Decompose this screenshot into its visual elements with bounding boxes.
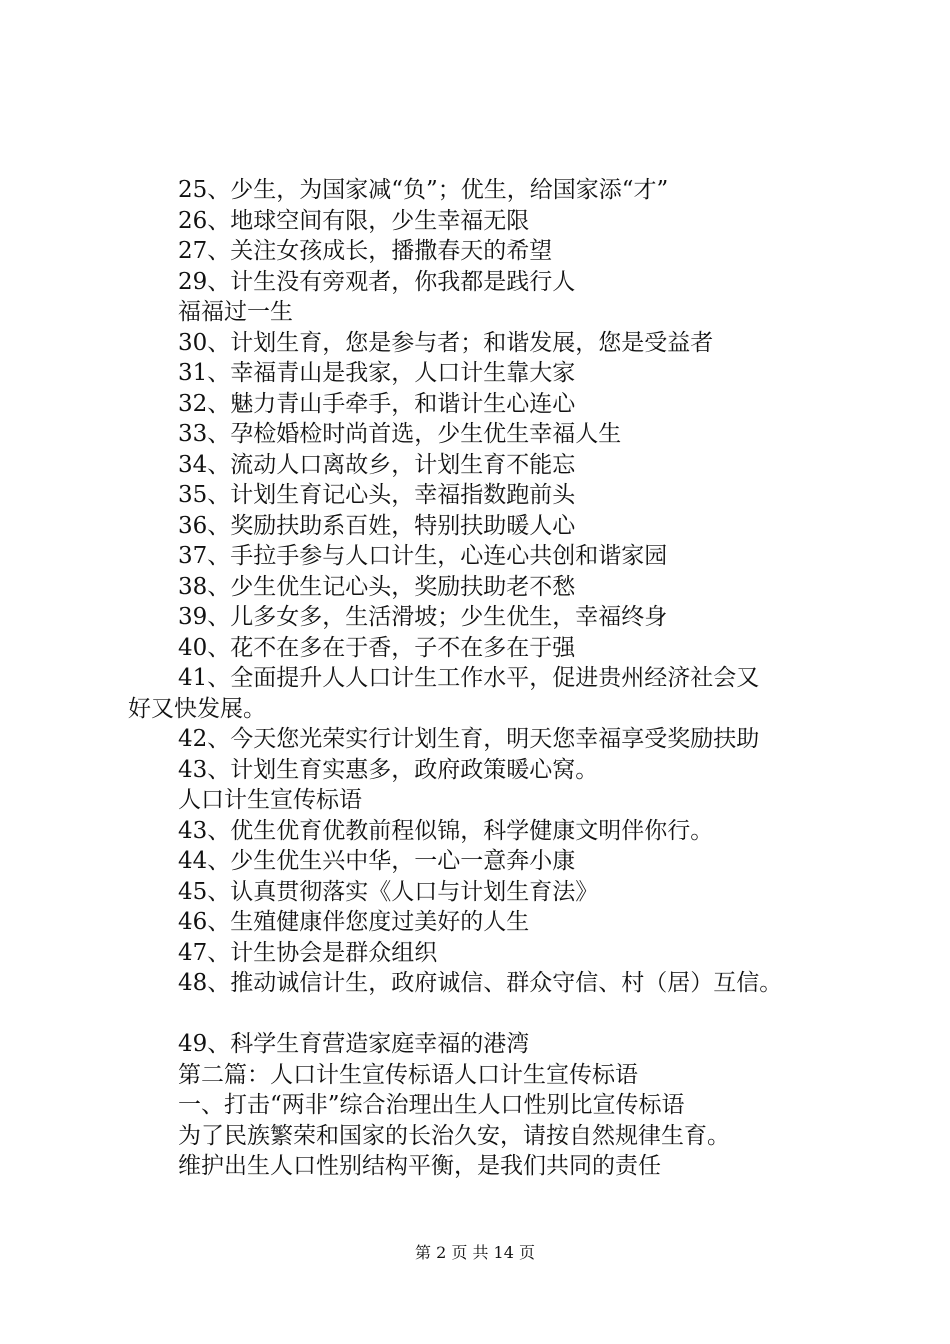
text-line: 41、全面提升人人口计生工作水平，促进贵州经济社会又 — [178, 665, 760, 691]
text-line: 为了民族繁荣和国家的长治久安，请按自然规律生育。 — [178, 1122, 730, 1149]
text-line: 40、花不在多在于香，子不在多在于强 — [178, 634, 576, 661]
text-line: 36、奖励扶助系百姓，特别扶助暖人心 — [178, 512, 576, 539]
text-line: 47、计生协会是群众组织 — [178, 939, 438, 966]
blank-line — [128, 999, 848, 1030]
text-line: 38、少生优生记心头，奖励扶助老不愁 — [178, 573, 576, 600]
text-line: 32、魅力青山手牵手，和谐计生心连心 — [178, 390, 576, 417]
text-line: 25、少生，为国家减“负”；优生，给国家添“才” — [178, 177, 669, 203]
text-line: 33、孕检婚检时尚首选，少生优生幸福人生 — [178, 421, 622, 447]
text-line: 39、儿多女多，生活滑坡；少生优生，幸福终身 — [178, 604, 668, 630]
page-footer: 第 2 页 共 14 页 — [415, 1243, 535, 1262]
text-line: 30、计划生育，您是参与者；和谐发展，您是受益者 — [178, 329, 714, 356]
text-line-continuation — [128, 694, 848, 725]
text-line: 34、流动人口离故乡，计划生育不能忘 — [178, 451, 576, 478]
text-line: 29、计生没有旁观者，你我都是践行人 — [178, 268, 576, 295]
text-line: 44、少生优生兴中华，一心一意奔小康 — [178, 848, 576, 874]
text-line: 维护出生人口性别结构平衡，是我们共同的责任 — [178, 1153, 661, 1179]
document-body — [128, 175, 848, 1182]
text-line: 27、关注女孩成长，播撒春天的希望 — [178, 238, 553, 264]
text-line: 42、今天您光荣实行计划生育，明天您幸福享受奖励扶助 — [178, 726, 760, 752]
text-line: 35、计划生育记心头，幸福指数跑前头 — [178, 482, 576, 508]
text-line: 48、推动诚信计生，政府诚信、群众守信、村（居）互信。 — [178, 970, 783, 996]
section-heading: 第二篇：人口计生宣传标语人口计生宣传标语 — [178, 1061, 638, 1088]
text-line: 人口计生宣传标语 — [178, 787, 362, 813]
text-line: 一、打击“两非”综合治理出生人口性别比宣传标语 — [178, 1092, 685, 1118]
text-line: 46、生殖健康伴您度过美好的人生 — [178, 909, 530, 935]
text-line: 26、地球空间有限，少生幸福无限 — [178, 207, 530, 234]
continuation-text: 好又快发展。 — [128, 695, 266, 722]
text-line: 45、认真贯彻落实《人口与计划生育法》 — [178, 878, 599, 905]
text-line: 43、计划生育实惠多，政府政策暖心窝。 — [178, 756, 599, 783]
text-line: 37、手拉手参与人口计生，心连心共创和谐家园 — [178, 543, 668, 569]
text-line: 31、幸福青山是我家，人口计生靠大家 — [178, 360, 576, 386]
text-line: 49、科学生育营造家庭幸福的港湾 — [178, 1031, 530, 1057]
text-line: 福福过一生 — [178, 299, 293, 325]
text-line: 43、优生优育优教前程似锦，科学健康文明伴你行。 — [178, 817, 714, 844]
